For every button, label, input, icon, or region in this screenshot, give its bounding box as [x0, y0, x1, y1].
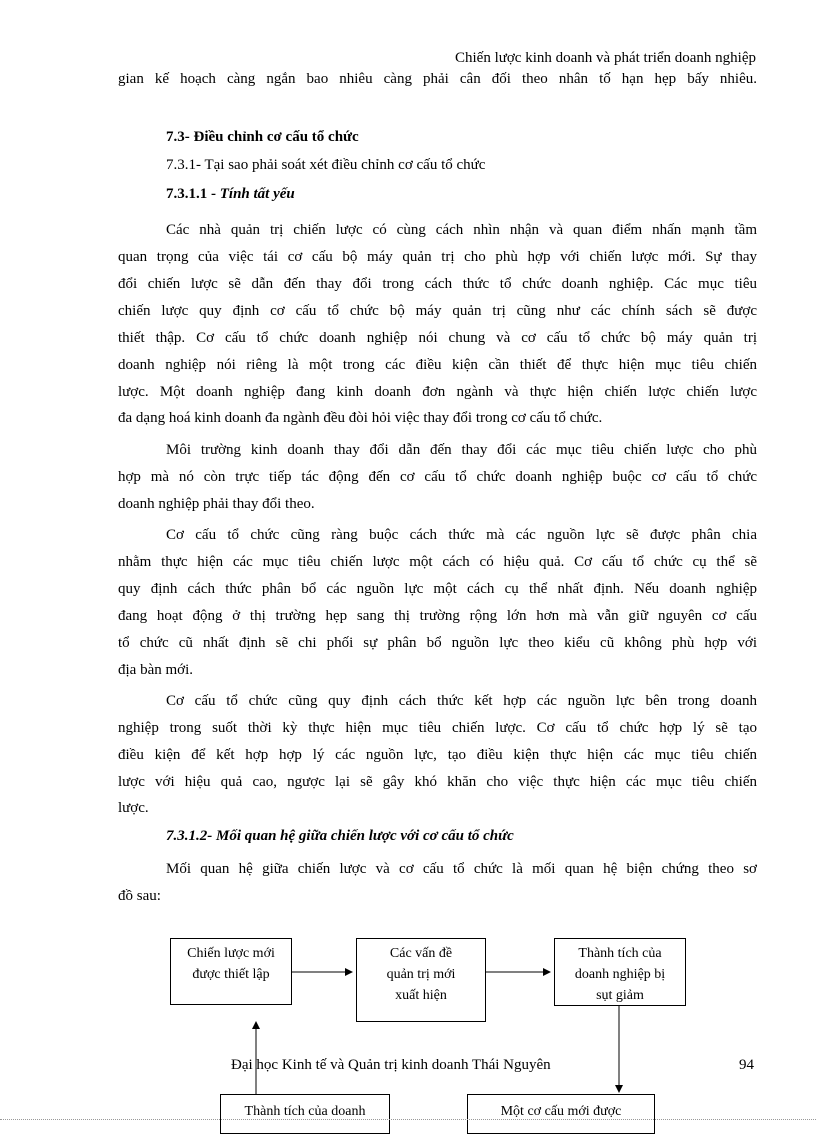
page-break-divider: [0, 1119, 816, 1120]
paragraph-line: lược.: [118, 800, 149, 816]
box-new-problems: [356, 938, 486, 1022]
section-heading: 7.3- Điều chỉnh cơ cấu tổ chức: [166, 129, 359, 145]
box-new-structure: [467, 1094, 655, 1134]
box-new-strategy: [170, 938, 292, 1005]
paragraph-line: đang hoạt động ở thị trường hẹp sang thị trường rộng lớn hơn mà vẫn giữ nguyên cơ cấu: [118, 608, 757, 624]
paragraph-line: đa dạng hoá kinh doanh đa ngành đều đòi hỏi việc thay đổi trong cơ cấu tổ chức.: [118, 410, 603, 426]
box-performance-company: [220, 1094, 390, 1134]
paragraph-line: Môi trường kinh doanh thay đổi dẫn đến thay đổi các mục tiêu chiến lược cho phù: [166, 442, 757, 458]
paragraph-line: địa bàn mới.: [118, 662, 193, 678]
box-text: Thành tích của: [578, 946, 662, 961]
box-text: xuất hiện: [395, 988, 447, 1003]
box-text: sụt giảm: [596, 988, 644, 1003]
paragraph-line: chiến lược quy định cơ cấu tổ chức bộ máy quản trị cũng như các chính sách sẽ được: [118, 303, 757, 319]
page-number: 94: [739, 1057, 754, 1073]
paragraph-line: Cơ cấu tổ chức cũng quy định cách thức kết hợp các nguồn lực bên trong doanh: [166, 693, 757, 709]
paragraph-line: Các nhà quản trị chiến lược có cùng cách nhìn nhận và quan điểm nhấn mạnh tầm: [166, 222, 757, 238]
paragraph-line: tổ chức cũ nhất định sẽ chi phối sự phân bổ nguồn lực theo kiểu cũ không phù hợp với: [118, 635, 757, 651]
box-text: được thiết lập: [192, 967, 270, 982]
paragraph-line: thiết thập. Cơ cấu tổ chức doanh nghiệp nói chung và cơ cấu tổ chức bộ máy quản trị: [118, 330, 757, 346]
subsubsection-title: Tính tất yếu: [219, 186, 295, 202]
paragraph-line: quy định cách thức phân bổ các nguồn lực một cách cụ thể nhất định. Nếu doanh nghiệp: [118, 581, 757, 597]
footer-institution: Đại học Kinh tế và Quản trị kinh doanh Thái Nguyên: [231, 1057, 551, 1073]
running-header: Chiến lược kinh doanh và phát triển doanh nghiệp: [455, 50, 756, 66]
paragraph-line: lược. Một doanh nghiệp đang kinh doanh đơn ngành và thực hiện chiến lược chiến lược: [118, 384, 757, 400]
box-text: Một cơ cấu mới được: [500, 1104, 622, 1119]
box-text: Chiến lược mới: [187, 946, 275, 961]
carry-over-line: gian kế hoạch càng ngắn bao nhiêu càng phải cân đối theo nhân tố hạn hẹp bấy nhiêu.: [118, 71, 757, 87]
box-text: quản trị mới: [386, 967, 456, 982]
subsubsection-number: 7.3.1.1 -: [166, 186, 220, 202]
paragraph-line: nghiệp trong suốt thời kỳ thực hiện mục tiêu chiến lược. Cơ cấu tổ chức hợp lý sẽ tạo: [118, 720, 757, 736]
paragraph-line: điều kiện để kết hợp hợp lý các nguồn lực, tạo điều kiện thực hiện các mục tiêu chiến: [118, 747, 757, 763]
paragraph-line: đổi chiến lược sẽ dẫn đến thay đổi trong cách thức tổ chức doanh nghiệp. Các mục tiêu: [118, 276, 757, 292]
subsection-heading: 7.3.1- Tại sao phải soát xét điều chỉnh cơ cấu tổ chức: [166, 157, 486, 173]
paragraph-line: Cơ cấu tổ chức cũng ràng buộc cách thức mà các nguồn lực sẽ được phân chia: [166, 527, 757, 543]
box-text: doanh nghiệp bị: [574, 967, 666, 982]
paragraph-line: đồ sau:: [118, 888, 161, 904]
box-performance-decline: [554, 938, 686, 1006]
paragraph-line: Mối quan hệ giữa chiến lược và cơ cấu tổ chức là mối quan hệ biện chứng theo sơ: [166, 861, 757, 877]
paragraph-line: nhằm thực hiện các mục tiêu chiến lược một cách có hiệu quả. Cơ cấu tổ chức cụ thể sẽ: [118, 554, 757, 570]
paragraph-line: doanh nghiệp phải thay đổi theo.: [118, 496, 315, 512]
box-text: Các vấn đề: [389, 946, 453, 961]
box-text: Thành tích của doanh: [244, 1104, 366, 1119]
paragraph-line: quan trọng của việc tái cơ cấu bộ máy quản trị cho phù hợp với chiến lược mới. Sự thay: [118, 249, 757, 265]
subsubsection-heading-2: 7.3.1.2- Mối quan hệ giữa chiến lược với cơ cấu tổ chức: [166, 828, 514, 844]
paragraph-line: lược với hiệu quả cao, ngược lại sẽ gây khó khăn cho việc thực hiện các mục tiêu chiến: [118, 774, 757, 790]
paragraph-line: hợp mà nó còn trực tiếp tác động đến cơ cấu tổ chức doanh nghiệp buộc cơ cấu tổ chức: [118, 469, 757, 485]
paragraph-line: doanh nghiệp nói riêng là một trong các điều kiện cần thiết để thực hiện mục tiêu chiến: [118, 357, 757, 373]
